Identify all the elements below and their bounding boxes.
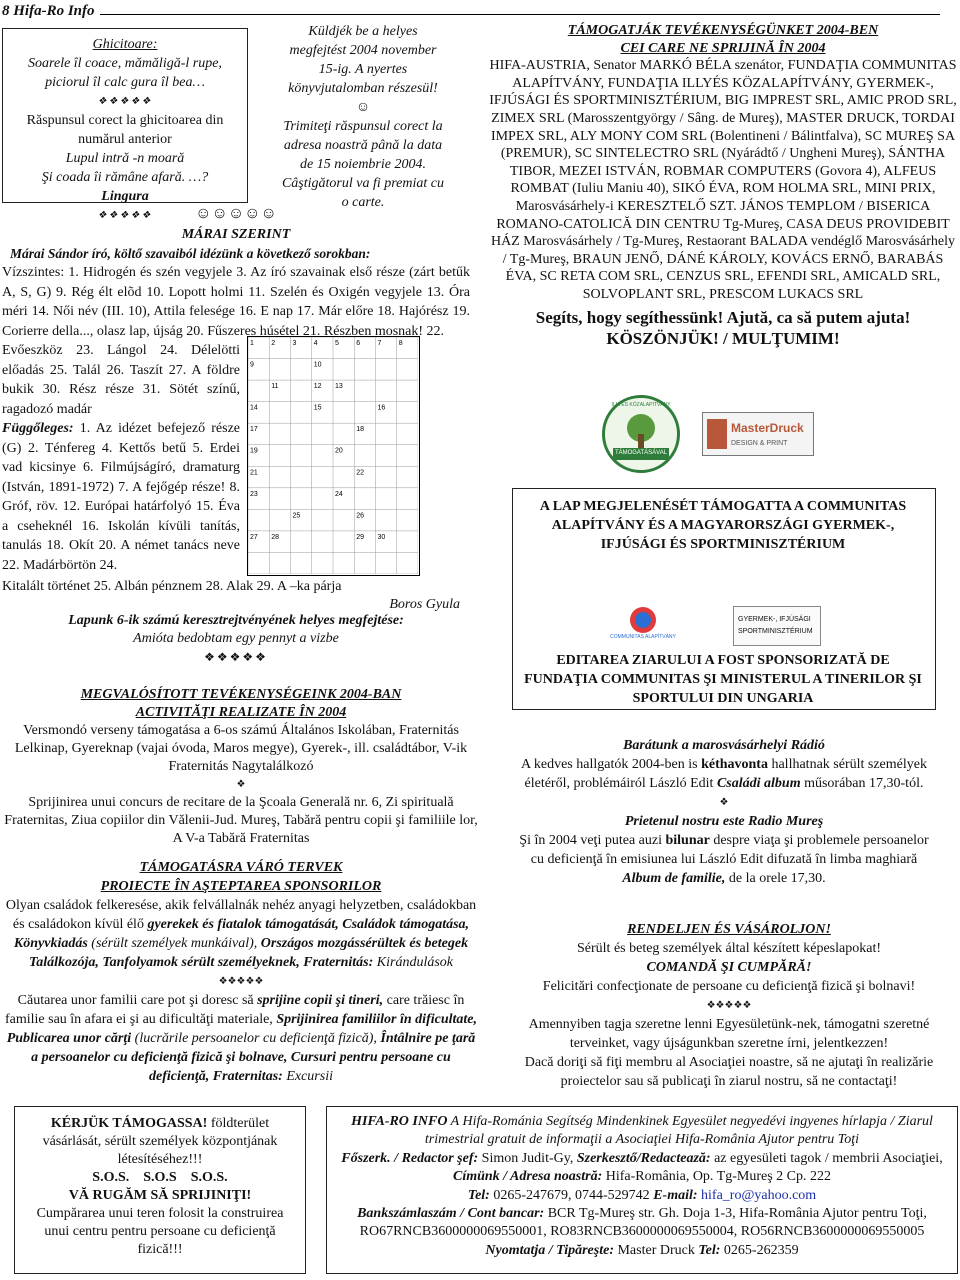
clues-last: Kitalált történet 25. Albán pénznem 28. Alak 29. A –ka párja <box>2 579 342 594</box>
riddle-line: Şi coada îi rămâne afară. …? <box>41 170 209 185</box>
contest-line: o carte. <box>341 195 385 210</box>
clue-number: 19 <box>250 447 258 455</box>
clues-down: 1. Az idézet befejező része (G) 2. Ténfereg 4. Kettős betű 5. Erdei vad kicsinye 6. Filmújságíró, dramaturg (István, 1891-1972) 7. A fejőgép része! 8. Gróf, röv. 12. Európai határfolyó 15. Éva a cseheknél 16. Iskolán kívüli tanítás, tanulás 18. Okít 20. A német tanács neve 22. Madárbörtön 24. <box>2 421 240 573</box>
imprint-part: Nyomtatja / Tipăreşte: <box>485 1242 614 1258</box>
clues-continued <box>2 341 240 575</box>
contest-text <box>258 22 468 212</box>
activities <box>2 686 480 848</box>
imprint-part: 0265-247679, 0744-529742 <box>489 1187 654 1203</box>
plans-text-part: Országos mozgássérültek és betegek Találkozója, Tanfolyamok sérült személyeknek, Fraternitás: <box>28 936 469 970</box>
contest-line: Câştigătorul va fi premiat cu <box>281 176 445 191</box>
appeal-title-ro: VĂ RUGĂM SĂ SPRIJINIŢI! <box>68 1188 252 1203</box>
order-text: Sérült és beteg személyek által készített képeslapokat! <box>577 941 881 956</box>
imprint-part: Tel: <box>698 1242 721 1258</box>
plans <box>2 858 480 1086</box>
imprint-part: Hifa-România, Op. Tg-Mureş 2 Cp. 222 <box>602 1169 831 1185</box>
tree-icon <box>605 398 677 470</box>
order-section <box>500 920 958 1091</box>
riddle-line: Soarele îl coace, mămăligă-l rupe, <box>28 56 222 71</box>
clue-number: 16 <box>377 404 386 412</box>
plans-text-part: Întâlnire pe ţară a persoanelor cu deficienţă fizică şi bolnave, Cursuri pentru persoane cu deficienţă, Fraternitas: <box>31 1031 476 1084</box>
appeal-text-ro: Cumpărarea unui teren folosit la construirea unui centru pentru persoane cu deficienţă fizică!!! <box>36 1206 284 1257</box>
plans-text-part: Excursii <box>282 1069 333 1084</box>
imprint-part: 0265-262359 <box>720 1242 799 1258</box>
activities-title: MEGVALÓSÍTOTT TEVÉKENYSÉGEINK 2004-BAN <box>80 687 402 702</box>
imprint-part: Bankszámlaszám / Cont bancar: <box>357 1206 545 1222</box>
radio-text-part: A kedves hallgatók 2004-ben is <box>521 757 702 772</box>
ornament: ❖❖❖❖❖ <box>218 976 264 987</box>
crossword-grid <box>247 336 420 576</box>
imprint-part: Címünk / Adresa noastră: <box>452 1169 603 1185</box>
plans-text-part: Căutarea unor familii care pot şi doresc să <box>17 993 258 1008</box>
activities-text-ro: Sprijinirea unui concurs de recitare de la Şcoala Generală nr. 6, Zi spirituală Fraternitas, Ziua copiilor din Vălenii-Jud. Mureş, Tabără pentru copii şi familiile lor, A V-a Tabără Fraternitas <box>4 795 478 846</box>
logo-text: SPORTMINISZTÉRIUM <box>738 628 813 635</box>
clue-number: 17 <box>250 426 258 434</box>
clue-number: 15 <box>313 404 322 412</box>
contest-line: 15-ig. A nyertes <box>318 62 408 77</box>
imprint-intro <box>335 1113 949 1150</box>
page-number: 8 Hifa-Ro Info <box>2 3 95 19</box>
radio-text-part: Album de familie, <box>622 871 726 886</box>
riddle-line: Lupul intră -n moară <box>65 151 185 166</box>
riddle-box <box>2 28 248 221</box>
imprint-part: Simon Judit-Gy, <box>478 1150 577 1166</box>
sponsor-text-hu: A LAP MEGJELENÉSÉT TÁMOGATTA A COMMUNITAS ALAPÍTVÁNY ÉS A MAGYARORSZÁGI GYERMEK-, IFJÚSÁGI ÉS SPORTMINISZTÉRIUM <box>539 499 907 552</box>
radio-text-part: bilunar <box>665 833 710 848</box>
clue-number: 1 <box>250 340 254 347</box>
radio-title: Barátunk a marosvásárhelyi Rádió <box>623 738 825 753</box>
clue-number: 9 <box>250 361 254 369</box>
supporters-title-ro: CEI CARE NE SPRIJINĂ ÎN 2004 <box>620 40 826 56</box>
clue-number: 30 <box>377 533 386 541</box>
sos-text: S.O.S. S.O.S S.O.S. <box>92 1170 228 1185</box>
logo-text: DESIGN & PRINT <box>731 440 788 447</box>
clue-number: 26 <box>356 512 365 520</box>
radio <box>512 736 936 888</box>
clue-number: 4 <box>313 340 318 347</box>
supporters-list: HIFA-AUSTRIA, Senator MARKÓ BÉLA szenátor, FUNDAŢIA COMMUNITAS ALAPÍTVÁNY, FUNDAŢIA ILLYÉS KÖZALAPÍTVÁNY, GYERMEK-, IFJÚSÁGI ÉS SPORTMINISZTÉRIUM, BIG IMPREST SRL, AMIC PROD SRL, ZIMEX SRL (Marosszentgyörgy / Sâng. de Mureş), MASTER DRUCK, TORDAI IMPEX SRL, ALY MONY COM SRL (Bolentineni / Bálintfalva), SC MUREŞ SA (PREMUR), SC SINTELECTRO SRL (Nyárádtő / Ungheni Mureş), SÁNTHA TIBOR, MEZEI ISTVÁN, ROBMAR COMPUTERS (Govora 4), ALFEUS ROMBAT (Iuliu Maniu 40), SIKÓ ÉVA, ROM HOLMA SRL, MINI PRIX, Marosvásárhely-i KERESZTELŐ SZT. JÁNOS TEMPLOM / BISERICA ROMANO-CATOLICĂ DIN CENTRU Tg-Mureş, CASA DEUS PROVIDEBIT HÁZ Marosvásárhely / Tg-Mureş, Restaorant BALADA vendéglő Marosvásárhely / Tg-Mureş, BRAUN JENŐ, DÁNÉ KÁROLY, KOVÁCS ERNŐ, BARABÁS ÉVA, SC RETA COM SRL, CENZUS SRL, EFENDI SRL, AMICALD SRL, SOLVOPLANT SRL, PRESCOM LUKACS SRL <box>489 58 957 302</box>
smileys: ☺☺☺☺☺ <box>195 205 277 222</box>
communitas-icon <box>611 604 675 648</box>
sponsor-text-ro: EDITAREA ZIARULUI A FOST SPONSORIZATĂ DE FUNDAŢIA COMMUNITAS ŞI MINISTERUL A TINERILOR ŞI SPORTULUI DIN UNGARIA <box>524 653 922 706</box>
radio-text-part: műsorában 17,30-tól. <box>800 776 924 791</box>
order-text-ro: Felicitări confecţionate de persoane cu deficienţă fizică şi bolnavi! <box>542 979 916 994</box>
crossword-title: MÁRAI SZERINT <box>181 227 291 242</box>
plans-text-part: Olyan családok felkeresése, akik felvállalnák nehéz anyagi helyzetben, családokban és családokon kívül élő <box>5 898 477 932</box>
radio-text <box>512 755 936 793</box>
contest-line: adresa noastră până la data <box>283 138 443 153</box>
plans-text <box>2 896 480 972</box>
imprint-part: A Hifa-Románia Segítség Mindenkinek Egyesület negyedévi ingyenes hírlapja / Ziarul trimestrial gratuit de informaţii a Asociaţiei Hifa-România Ajutor pentru Toţi <box>424 1114 933 1148</box>
crossword-grid-svg <box>248 337 418 574</box>
imprint-part: BCR Tg-Mureş str. Gh. Doja 1-3, Hifa-România Ajutor pentru Toţi, RO67RNCB3600000069550001, RO83RNCB3600000069550004, RO56RNCB3600000069550005 <box>359 1206 927 1240</box>
appeal-title: KÉRJÜK TÁMOGASSA! <box>50 1116 208 1131</box>
logo-text: GYERMEK-, IFJÚSÁGI <box>738 616 811 623</box>
plans-text-part: Kirándulások <box>373 955 454 970</box>
clue-number: 11 <box>271 383 279 391</box>
imprint-part: Tel: <box>467 1187 490 1203</box>
clue-number: 6 <box>356 340 361 347</box>
plans-text-part: (sérült személyek munkáival), <box>87 936 261 951</box>
master-druck-logo <box>702 412 814 456</box>
sponsor-box <box>512 488 936 710</box>
help-slogan: Segíts, hogy segíthessünk! Ajută, ca să putem ajuta! <box>535 307 911 327</box>
clue-number: 3 <box>292 340 297 347</box>
clue-number: 18 <box>356 426 365 434</box>
clue-number: 12 <box>313 383 322 391</box>
riddle-answer: Lingura <box>101 189 149 204</box>
crossword-subtitle: Márai Sándor író, költő szavaiból idézünk a következő sorokban: <box>10 246 371 261</box>
clue-number: 23 <box>250 490 258 498</box>
appeal-text <box>23 1115 297 1169</box>
plans-title-ro: PROIECTE ÎN AŞTEPTAREA SPONSORILOR <box>100 879 382 894</box>
imprint-part: Főszerk. / Redactor şef: <box>341 1150 479 1166</box>
logo-text: TÁMOGATÁSÁVAL <box>614 450 668 456</box>
clues-down-label: Függőleges: <box>2 421 74 436</box>
radio-text-part: kéthavonta <box>701 757 768 772</box>
order-title: RENDELJEN ÉS VÁSÁROLJON! <box>627 922 831 937</box>
clue-number: 8 <box>398 340 403 347</box>
clue-number: 29 <box>356 533 365 541</box>
imprint-part: az egyesületi tagok / membrii Asociaţiei, <box>710 1150 943 1166</box>
contest-line: Trimiteţi răspunsul corect la <box>283 119 443 134</box>
activities-title-ro: ACTIVITĂŢI REALIZATE ÎN 2004 <box>135 705 347 720</box>
clue-number: 25 <box>292 512 301 520</box>
smiley-icon: ☺ <box>355 100 371 115</box>
contest-line: Küldjék be a helyes <box>308 24 418 39</box>
appeal-text-part: földterület vásárlását, sérült személyek központjának létesítéséhez!!! <box>42 1116 278 1167</box>
supporters-title: TÁMOGATJÁK TEVÉKENYSÉGÜNKET 2004-BEN <box>567 23 879 38</box>
clue-number: 22 <box>356 469 365 477</box>
imprint-contact <box>335 1187 949 1205</box>
press-icon <box>707 419 727 449</box>
imprint-part: E-mail: <box>653 1187 698 1203</box>
radio-text-part: despre viaţa şi problemele persoanelor cu deficienţă în emisiunea lui László Edit difuzată în limba maghiară <box>530 833 929 867</box>
plans-text-part: care trăiesc în familie sau în afara ei şi au dificultăţi materiale, <box>4 993 465 1027</box>
imprint-box <box>326 1106 958 1274</box>
communitas-logo <box>611 604 675 648</box>
email-link[interactable]: hifa_ro@yahoo.com <box>701 1187 817 1203</box>
solution-text: Amióta bedobtam egy pennyt a vizbe <box>133 631 339 646</box>
imprint-part: HIFA-RO INFO <box>351 1114 448 1129</box>
riddle-line: numărul anterior <box>78 132 172 147</box>
clue-number: 28 <box>271 533 280 541</box>
radio-text-part: Şi în 2004 veţi putea auzi <box>519 833 666 848</box>
clue-number: 7 <box>377 340 382 347</box>
contest-line: megfejtést 2004 november <box>289 43 437 58</box>
logo-text: COMMUNITAS ALAPÍTVÁNY <box>610 634 676 640</box>
clues-across: Vízszintes: 1. Hidrogén és szén vegyjele 3. Az író szavainak első része (zárt betűk A, S, G) 9. Rég élt elõd 10. Lopott holmi 11. Szelén és Oxigén vegyjele 13. Óra méri 14. Női név (III. 10), Attila felesége 16. E nap 17. Már előre 18. Hajórész 19. Corierre della..., olasz lap, újság 20. Fűszeres húsétel 21. Részben mosnak! 22. <box>2 265 470 339</box>
ornament: ❖❖❖❖❖ <box>204 650 268 664</box>
plans-title: TÁMOGATÁSRA VÁRÓ TERVEK <box>139 860 343 875</box>
imprint-part: Szerkesztő/Redactează: <box>576 1150 711 1166</box>
plans-text-part: gyerekek és fiatalok támogatását, Családok támogatása, Könyvkiadás <box>13 917 470 951</box>
radio-text-part: hallhatnak sérült személyek életéről, problémáiról László Edit <box>524 757 927 791</box>
clue-number: 21 <box>250 469 258 477</box>
plans-text-part: sprijine copii şi tineri, <box>257 993 384 1008</box>
ministry-logo <box>733 606 821 646</box>
activities-text: Versmondó verseny támogatása a 6-os számú Általános Iskolában, Fraternitás Lelkinap, Gyereknap (vajai óvoda, Maros megye), Gyerek-, ill. családtábor, V-ik Fraternitás Nagytalálkozó <box>14 723 468 774</box>
clue-number: 24 <box>335 490 343 498</box>
radio-text-part: Családi album <box>716 776 801 791</box>
ornament: ❖ <box>719 797 729 808</box>
order-title-ro: COMANDĂ ŞI CUMPĂRĂ! <box>646 960 812 975</box>
contest-line: könyvjutalomban részesül! <box>288 81 438 96</box>
clues-text: Evőeszköz 23. Lángol 24. Délelötti előadás 25. Talál 26. Taszít 27. A földre bukik 30. Rész része 31. Sötét színű, ragadozó madár <box>2 343 240 417</box>
clue-number: 5 <box>335 340 339 347</box>
clue-number: 20 <box>335 447 343 455</box>
contest-line: de 15 noiembrie 2004. <box>300 157 426 172</box>
imprint-printer <box>335 1242 949 1260</box>
radio-title-ro: Prietenul nostru este Radio Mureş <box>624 814 824 829</box>
clue-number: 10 <box>313 361 322 369</box>
ornament: ❖❖❖❖❖ <box>97 210 153 221</box>
ornament: ❖❖❖❖❖ <box>706 1000 752 1011</box>
radio-text-part: de la orele 17,30. <box>725 871 826 886</box>
clue-number: 27 <box>250 533 258 541</box>
riddle-line: Răspunsul corect la ghicitoarea din <box>26 113 224 128</box>
illyes-foundation-logo <box>602 395 680 473</box>
riddle-line: piciorul îl calc gura îl bea… <box>45 75 205 90</box>
thanks-slogan: KÖSZÖNJÜK! / MULŢUMIM! <box>606 328 840 348</box>
plans-text-part: Sprijinirea familiilor în dificultate, Publicarea unor cărţi <box>6 1012 478 1046</box>
plans-text-ro <box>2 991 480 1086</box>
riddle-title: Ghicitoare: <box>92 37 158 52</box>
solution-title: Lapunk 6-ik számú keresztrejtvényének helyes megfejtése: <box>68 613 404 628</box>
logo-text: ILLYÉS KÖZALAPÍTVÁNY <box>611 402 671 408</box>
crossword-author: Boros Gyula <box>389 597 460 612</box>
clue-number: 13 <box>335 383 343 391</box>
ornament: ❖❖❖❖❖ <box>97 96 153 107</box>
supporters <box>488 22 958 349</box>
header-rule <box>100 14 940 15</box>
clue-number: 2 <box>271 340 276 347</box>
clue-number: 14 <box>250 404 258 412</box>
membership-text: Amennyiben tagja szeretne lenni Egyesületünk-nek, támogatni szeretné terveinket, vagy újságunkban szeretne írni, jelentkezzen! <box>528 1017 930 1051</box>
imprint-bank <box>335 1205 949 1242</box>
imprint-editors <box>335 1150 949 1187</box>
radio-text-ro <box>512 831 936 888</box>
plans-text-part: (lucrările persoanelor cu deficienţă fizică), <box>131 1031 381 1046</box>
ornament: ❖ <box>236 779 246 790</box>
land-appeal-box <box>14 1106 306 1274</box>
logo-text: MasterDruck <box>731 421 804 435</box>
membership-text-ro: Dacă doriţi să fiţi membru al Asociaţiei noastre, să ne ajutaţi în realizărie proiectelor sau să publicaţi în ziarul nostru, să ne contactaţi! <box>524 1055 934 1089</box>
imprint-part: Master Druck <box>613 1242 699 1258</box>
